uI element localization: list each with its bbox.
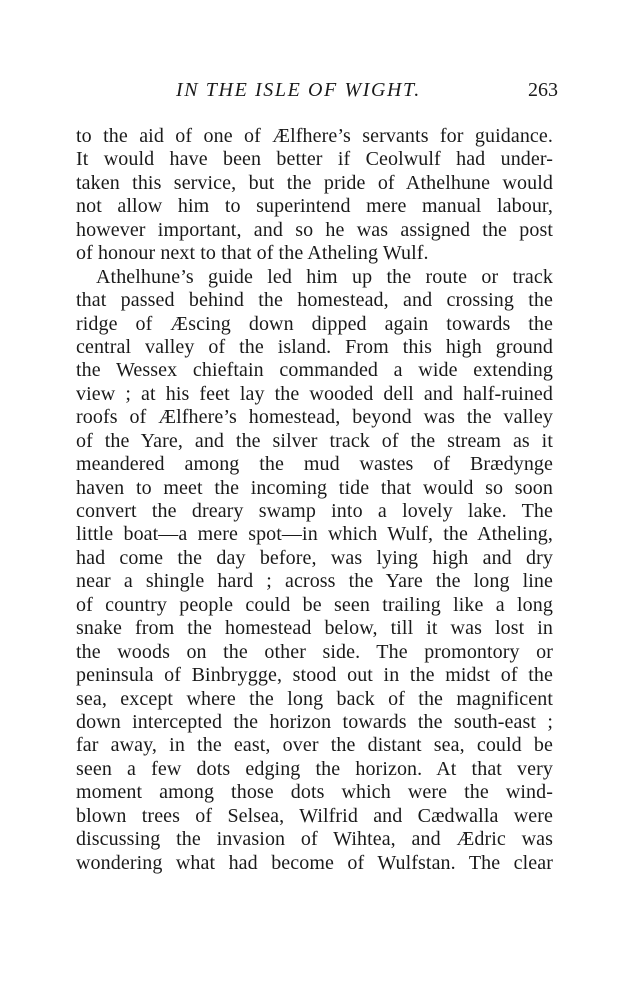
- text-line: the woods on the other side. The promontory or: [76, 640, 553, 663]
- text-line: to the aid of one of Ælfhere’s servants for guidance.: [76, 125, 553, 147]
- body-text: [76, 125, 553, 875]
- text-line: peninsula of Binbrygge, stood out in the midst of the: [76, 664, 553, 687]
- text-line: down intercepted the horizon towards the south-east ;: [76, 710, 553, 733]
- paragraph-2: [76, 266, 553, 875]
- text-line: haven to meet the incoming tide that would so soon: [76, 476, 553, 499]
- running-head: [76, 79, 558, 109]
- text-line: that passed behind the homestead, and crossing the: [76, 289, 553, 312]
- text-line: sea, except where the long back of the magnificent: [76, 687, 553, 710]
- paragraph-1: [76, 125, 553, 266]
- text-line: snake from the homestead below, till it was lost in: [76, 617, 553, 640]
- text-line: wondering what had become of Wulfstan. The clear: [76, 851, 553, 874]
- text-line: far away, in the east, over the distant sea, could be: [76, 734, 553, 757]
- text-line: near a shingle hard ; across the Yare the long line: [76, 570, 553, 593]
- text-line: the Wessex chieftain commanded a wide extending: [76, 359, 553, 382]
- text-line: blown trees of Selsea, Wilfrid and Cædwalla were: [76, 804, 553, 827]
- text-line: meandered among the mud wastes of Brædynge: [76, 453, 553, 476]
- text-line: roofs of Ælfhere’s homestead, beyond was the valley: [76, 406, 553, 429]
- text-line: had come the day before, was lying high and dry: [76, 546, 553, 569]
- text-line: Athelhune’s guide led him up the route or track: [96, 265, 553, 288]
- text-line: however important, and so he was assigned the post: [76, 218, 553, 241]
- text-line: view ; at his feet lay the wooded dell and half-ruined: [76, 382, 553, 405]
- running-title: IN THE ISLE OF WIGHT.: [176, 79, 421, 101]
- text-line: central valley of the island. From this high ground: [76, 335, 553, 358]
- text-line: of the Yare, and the silver track of the stream as it: [76, 429, 553, 452]
- text-line: of honour next to that of the Atheling Wulf.: [76, 242, 429, 265]
- text-line: seen a few dots edging the horizon. At that very: [76, 757, 553, 780]
- text-line: ridge of Æscing down dipped again towards the: [76, 312, 553, 335]
- text-line: moment among those dots which were the wind-: [76, 781, 553, 804]
- text-line: taken this service, but the pride of Athelhune would: [76, 171, 553, 194]
- text-line: It would have been better if Ceolwulf had under-: [76, 148, 553, 171]
- text-line: convert the dreary swamp into a lovely lake. The: [76, 500, 553, 522]
- text-line: not allow him to superintend mere manual labour,: [76, 195, 553, 218]
- page-number: 263: [528, 79, 558, 101]
- text-line: discussing the invasion of Wihtea, and Ædric was: [76, 828, 553, 851]
- text-line: little boat—a mere spot—in which Wulf, the Atheling,: [76, 523, 553, 546]
- text-line: of country people could be seen trailing like a long: [76, 593, 553, 616]
